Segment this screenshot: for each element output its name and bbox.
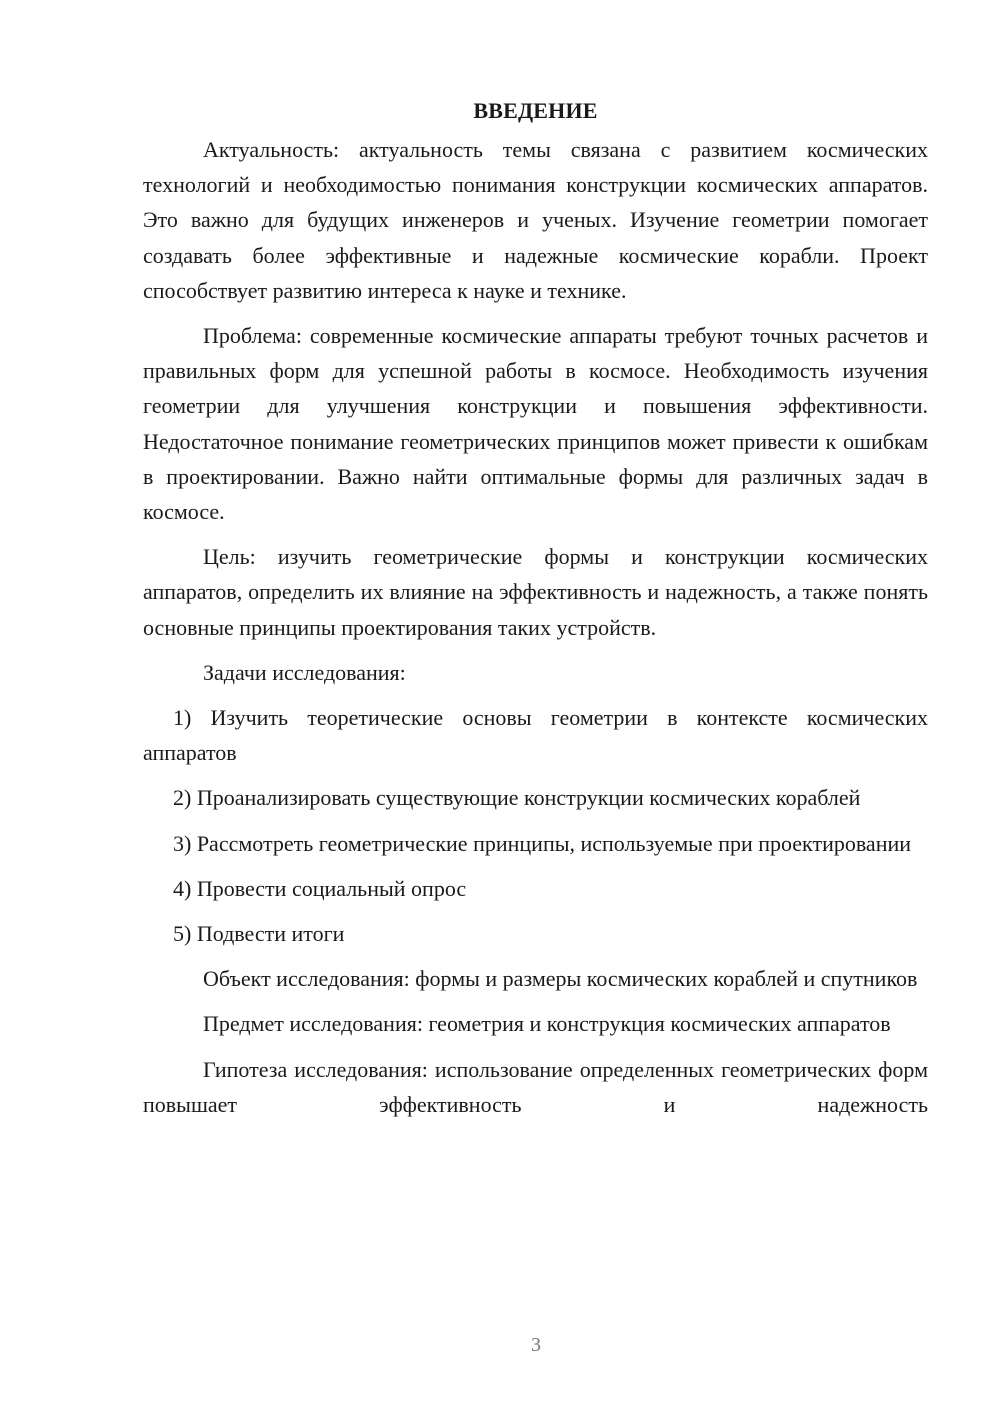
- page-content: [143, 96, 928, 1132]
- task-item-4: 4) Провести социальный опрос: [173, 875, 467, 901]
- paragraph-object: Объект исследования: формы и размеры космических кораблей и спутников: [203, 966, 918, 992]
- paragraph-hypothesis: Гипотеза исследования: использование определенных геометрических форм повышает эффективность и надежность: [143, 1056, 928, 1117]
- paragraph-relevance: Актуальность: актуальность темы связана с развитием космических технологий и необходимостью понимания конструкции космических аппаратов. Это важно для будущих инженеров и ученых. Изучение геометрии помогает создавать более эффективные и надежные космические корабли. Проект способствует развитию интереса к науке и технике.: [143, 137, 928, 303]
- tasks-heading: Задачи исследования:: [203, 659, 406, 685]
- task-item-3: 3) Рассмотреть геометрические принципы, используемые при проектировании: [173, 830, 912, 856]
- task-item-1: 1) Изучить теоретические основы геометрии в контексте космических аппаратов: [143, 705, 928, 766]
- paragraph-subject: Предмет исследования: геометрия и конструкция космических аппаратов: [203, 1011, 891, 1037]
- paragraph-goal: Цель: изучить геометрические формы и конструкции космических аппаратов, определить их влияние на эффективность и надежность, а также понять основные принципы проектирования таких устройств.: [143, 544, 928, 640]
- section-title: ВВЕДЕНИЕ: [473, 98, 598, 123]
- paragraph-problem: Проблема: современные космические аппараты требуют точных расчетов и правильных форм для успешной работы в космосе. Необходимость изучения геометрии для улучшения конструкции и повышения эффективности. Недостаточное понимание геометрических принципов может привести к ошибкам в проектировании. Важно найти оптимальные формы для различных задач в космосе.: [143, 323, 928, 525]
- page-number: 3: [531, 1334, 541, 1356]
- task-item-5: 5) Подвести итоги: [173, 921, 345, 947]
- task-item-2: 2) Проанализировать существующие конструкции космических кораблей: [173, 785, 861, 811]
